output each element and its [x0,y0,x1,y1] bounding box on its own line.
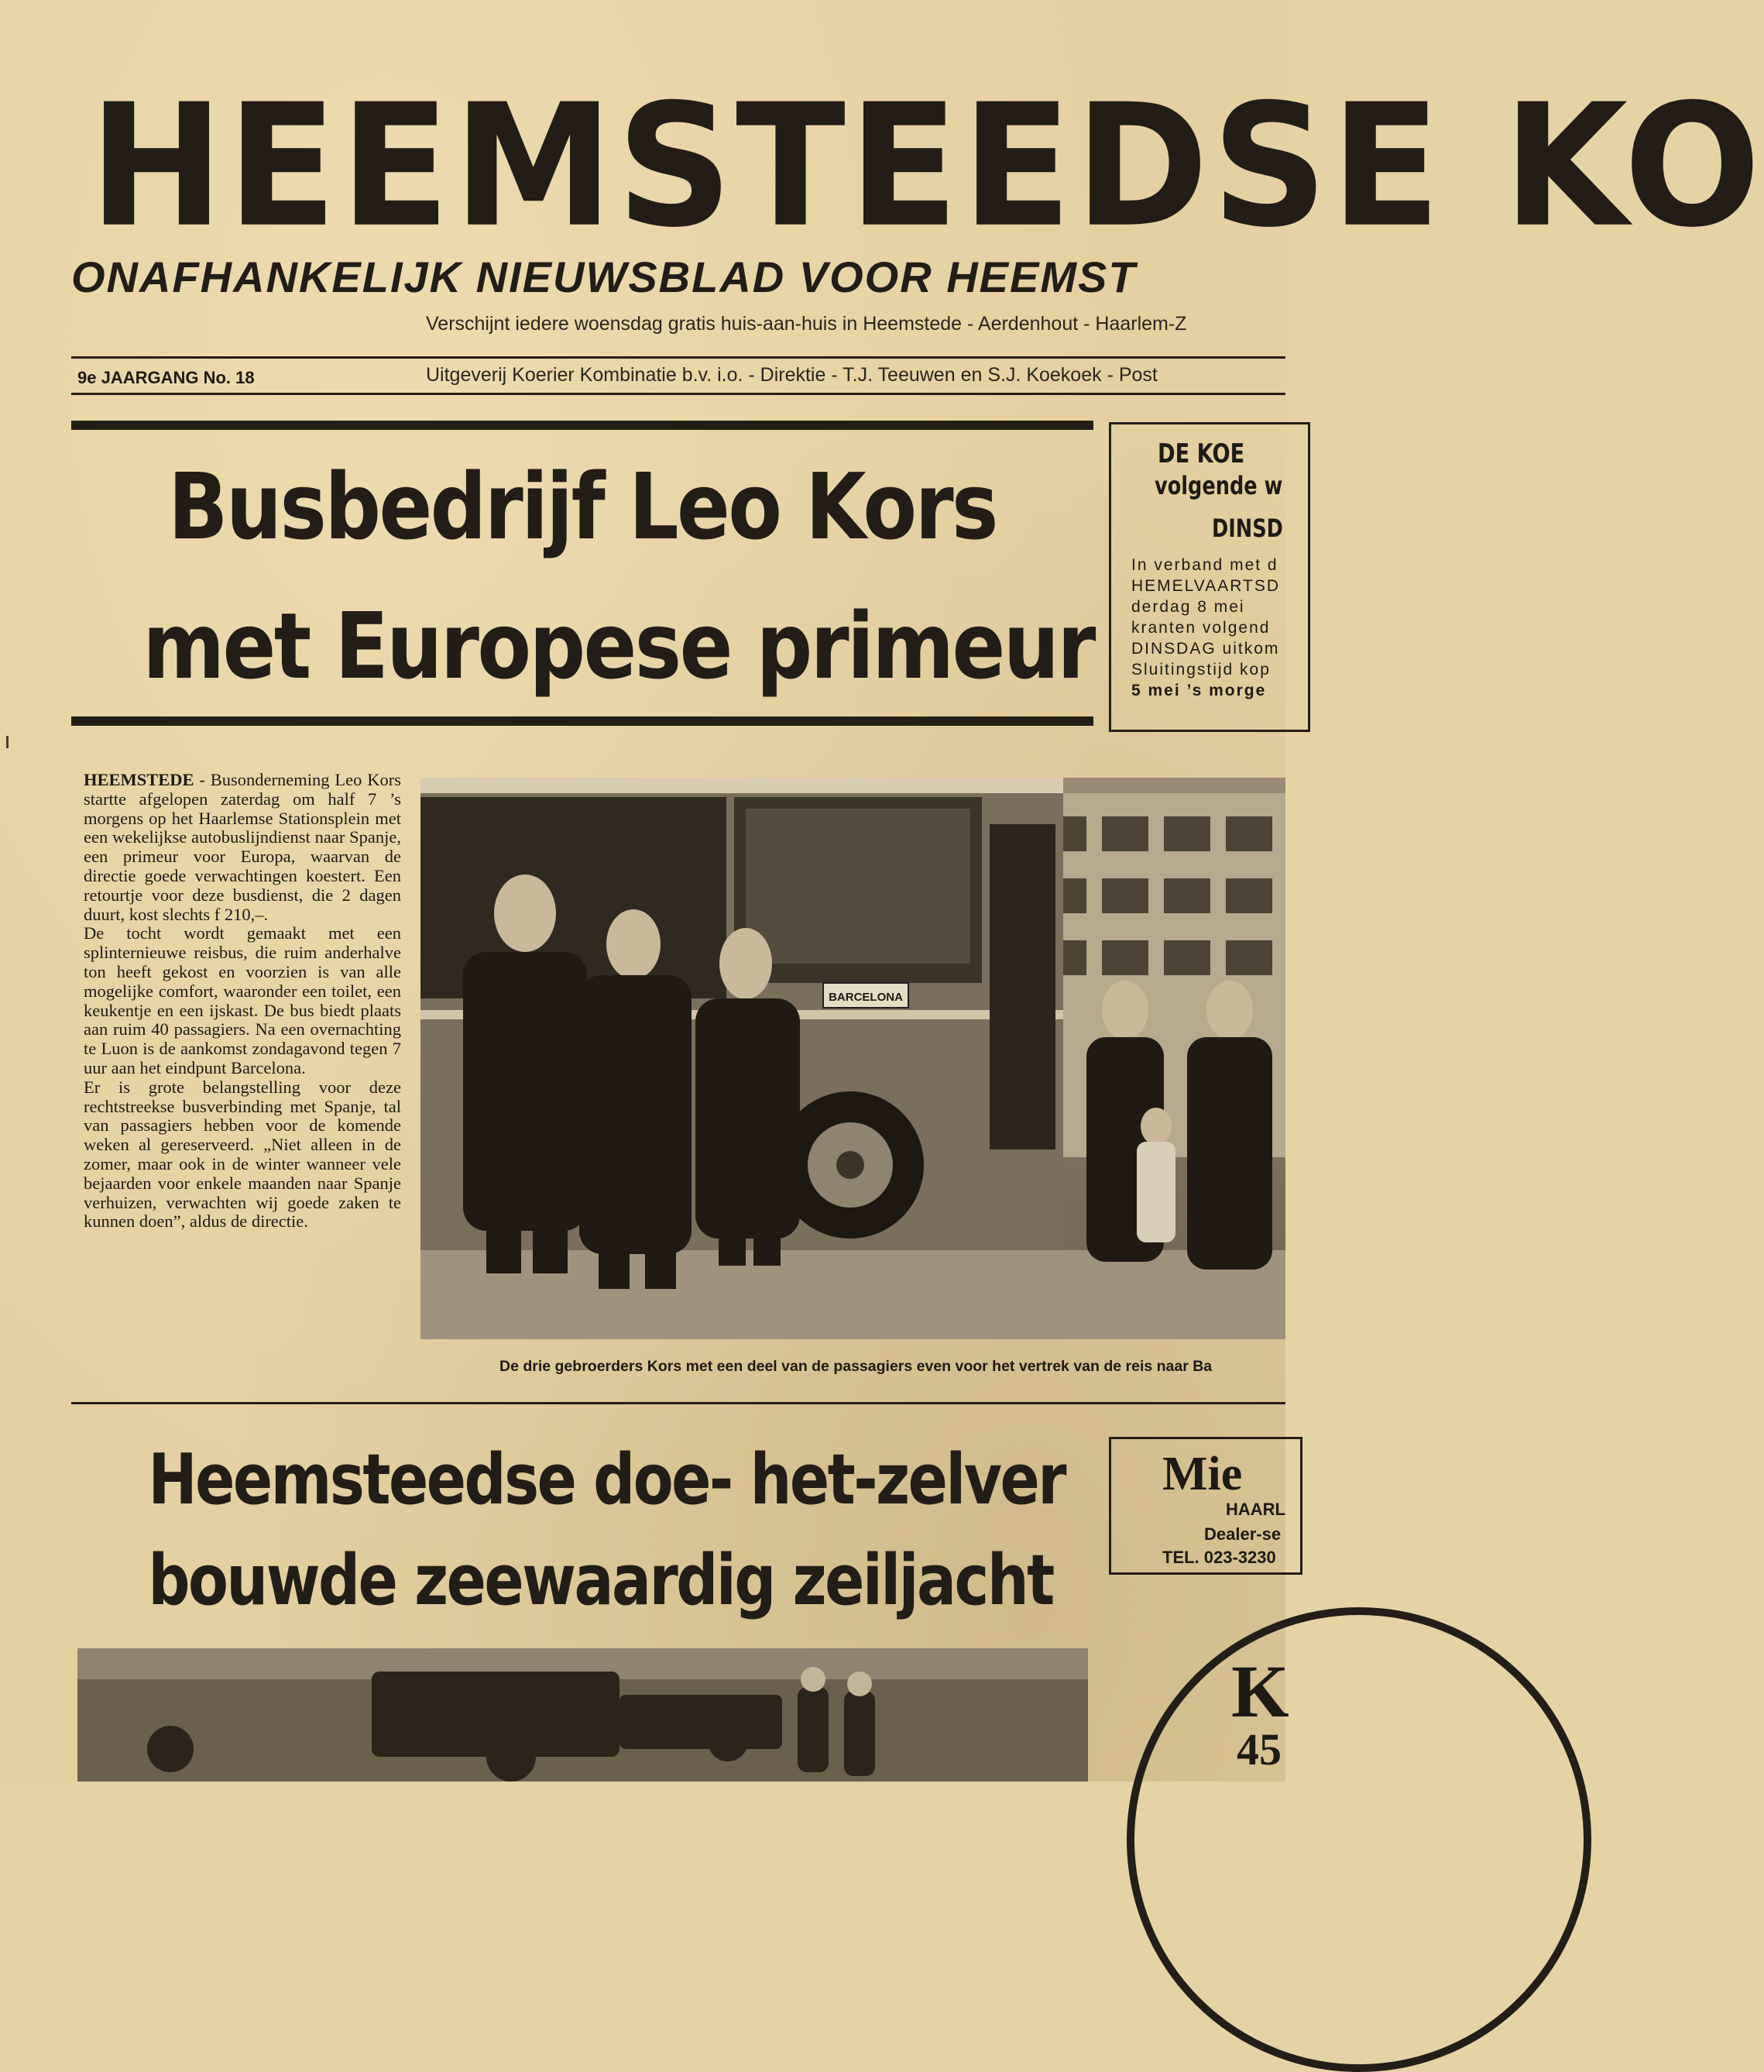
second-headline-line2: bouwde zeewaardig zeiljacht [148,1540,1053,1621]
publisher-line: Uitgeverij Koerier Kombinatie b.v. i.o. - Direktie - T.J. Teeuwen en S.J. Koekoek - Post [426,364,1158,386]
article-paragraph: Er is grote belangstelling voor deze rechtstreekse busverbinding met Spanje, tal van passagiers hebben voor de komende weken al gereserveerd. „Niet alleen in de zomer, maar ook in de winter wanneer vele bejaarden voor enkele maanden naar Spanje verhuizen, verwachten wij goede zaken te kunnen doen”, aldus de directie. [84,1077,401,1232]
notice-box [1109,422,1310,732]
notice-line: kranten volgend [1131,619,1271,637]
masthead-title: HEEMSTEEDSE KO [89,68,1764,266]
dealer-ad-tagline: Dealer-se [1204,1524,1282,1544]
yacht-photo-illustration [77,1648,1088,1782]
dealer-ad-city: HAARL [1226,1500,1285,1519]
article-paragraph-text: - Busonderneming Leo Kors startte afgelopen zaterdag om half 7 ’s morgens op het Haarlemse Stationsplein met een wekelijkse autobuslijndienst naar Spanje, een primeur voor Europa, waarvan de directie goede verwachtingen koestert. Een retourtje voor deze busdienst, die 2 dagen duurt, kost slechts f 210,–. [84,770,401,924]
margin-mark [6,736,9,748]
notice-text [1131,555,1441,701]
second-headline-line1: Heemsteedse doe- het-zelver [148,1439,1066,1520]
section-divider [71,1402,1285,1404]
notice-line: Sluitingstijd kop [1131,661,1271,679]
bus-destination-sign: BARCELONA [829,991,903,1004]
headline-rule-top [71,421,1093,430]
article-paragraph: De tocht wordt gemaakt met een splinternieuwe reisbus, die ruim anderhalve ton heeft gekost en voorzien is van alle mogelijke comfort, waaronder een toilet, een keukentje en een ijskast. De bus biedt plaats aan ruim 40 passagiers. Na een overnachting te Luon is de aankomst zondagavond tegen 7 uur aan het eindpunt Barcelona. [84,923,401,1077]
notice-title: DE KOE [1158,438,1245,469]
distribution-line: Verschijnt iedere woensdag gratis huis-aan-huis in Heemstede - Aerdenhout - Haarlem-Z [426,313,1187,335]
masthead-rule-bottom [71,393,1285,395]
article-paragraph [84,771,401,924]
dealer-ad-name: Mie [1162,1448,1243,1500]
bus-photo [420,778,1285,1339]
lead-article-body [84,771,401,1232]
masthead-rule-top [71,356,1285,359]
lead-headline-line1: Busbedrijf Leo Kors [168,453,997,560]
round-ad-border [1127,1607,1591,2072]
notice-line: In verband met d [1131,556,1278,574]
photo-caption: De drie gebroerders Kors met een deel van de passagiers even voor het vertrek van de reis naar Ba [499,1358,1213,1375]
dealer-ad-phone: TEL. 023-3230 [1162,1548,1276,1567]
bus-photo-illustration [420,778,1285,1339]
round-ad-letter: K [1231,1650,1289,1733]
notice-line: derdag 8 mei [1131,598,1245,616]
masthead-tagline: ONAFHANKELIJK NIEUWSBLAD VOOR HEEMST [71,253,1137,301]
notice-line: HEMELVAARTSD [1131,577,1281,595]
article-dateline: HEEMSTEDE [84,770,194,789]
round-ad-number: 45 [1237,1724,1282,1775]
dealer-ad [1109,1437,1302,1575]
notice-deadline: 5 mei ’s morge [1131,682,1267,699]
yacht-photo [77,1648,1088,1782]
notice-line: DINSDAG uitkom [1131,640,1280,658]
volume-number: 9e JAARGANG No. 18 [77,368,255,387]
headline-rule-bottom [71,716,1093,726]
lead-headline-line2: met Europese primeur [142,593,1094,699]
notice-subtitle: volgende w [1155,471,1283,500]
notice-day: DINSD [1212,514,1283,543]
